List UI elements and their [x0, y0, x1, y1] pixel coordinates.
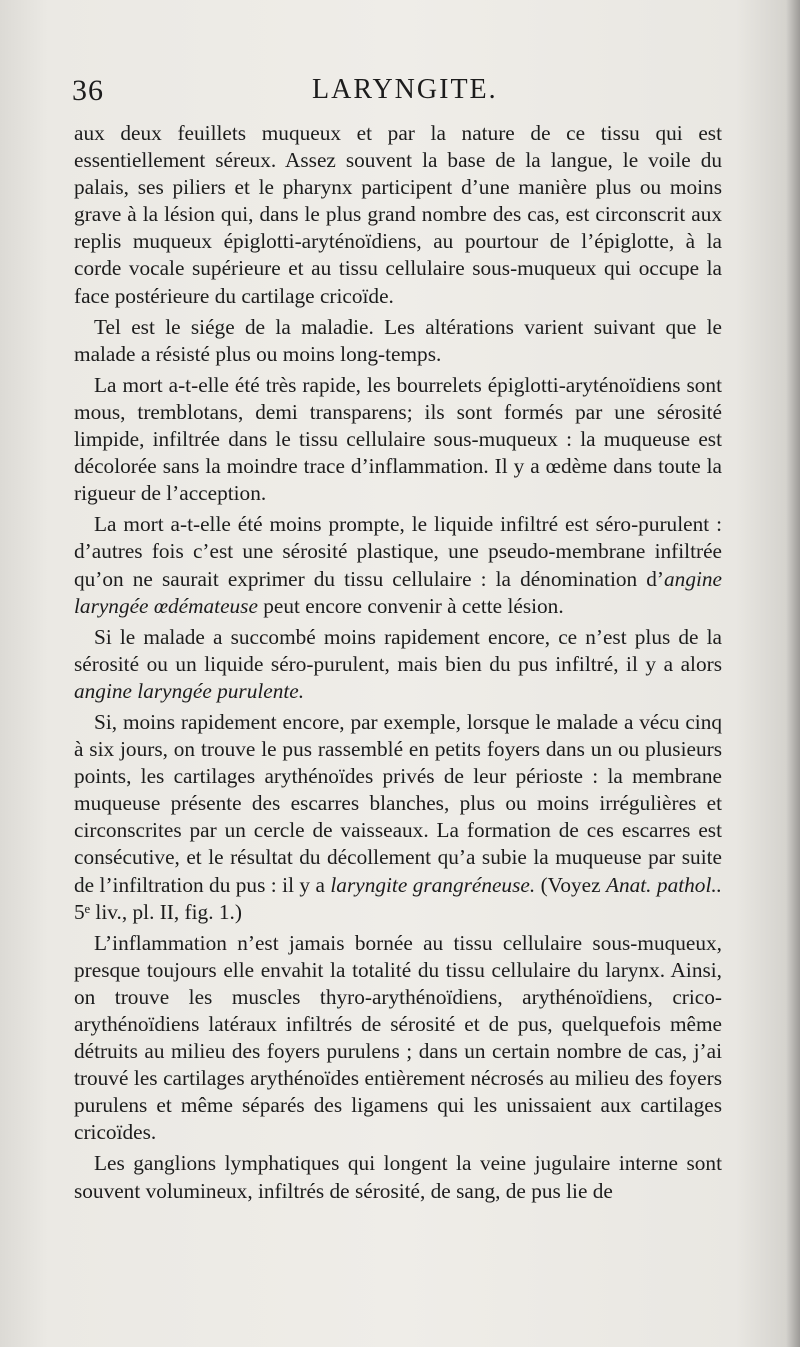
page-number: 36	[72, 74, 104, 107]
page-header	[72, 74, 720, 114]
paragraph-1: aux deux feuillets muqueux et par la nature de ce tissu qui est essentiellement séreux. Assez souvent la base de la langue, le voile du palais, ses piliers et le pharynx participent d’une manière plus ou moins grave à la lésion qui, dans le plus grand nombre des cas, est circonscrit aux replis muqueux épiglotti-aryténoïdiens, au pourtour de l’épiglotte, à la corde vocale supérieure et au tissu cellulaire sous-muqueux qui occupe la face postérieure du cartilage cricoïde.	[74, 121, 722, 308]
paragraph-6-text-c: 5ᵉ liv., pl. II, fig. 1.)	[74, 899, 242, 924]
paragraph-5-italic: angine laryngée purulente.	[74, 678, 305, 703]
paragraph-6-italic-2: Anat. pathol..	[605, 872, 723, 897]
paragraph-6	[74, 709, 722, 926]
paragraph-8: Les ganglions lymphatiques qui longent la veine jugulaire interne sont souvent volumineux, infiltrés de sérosité, de sang, de pus lie de	[74, 1151, 722, 1203]
paragraph-4-italic: angine laryngée œdémateuse	[74, 566, 722, 618]
paragraph-6-text-b: (Voyez	[535, 872, 606, 897]
paragraph-4	[74, 511, 722, 619]
paragraph-6-italic-1: laryngite grangréneuse.	[330, 872, 536, 897]
paragraph-4-text-b: peut encore convenir à cette lésion.	[257, 593, 564, 618]
paragraph-3: La mort a-t-elle été très rapide, les bourrelets épiglotti-aryténoïdiens sont mous, tremblotans, demi transparens; ils sont formés par une sérosité limpide, infiltrée dans le tissu cellulaire sous-muqueux : la muqueuse est décolorée sans la moindre trace d’inflammation. Il y a œdème dans toute la rigueur de l’acception.	[74, 372, 722, 506]
paragraph-7: L’inflammation n’est jamais bornée au tissu cellulaire sous-muqueux, presque toujours elle envahit la totalité du tissu cellulaire du larynx. Ainsi, on trouve les muscles thyro-arythénoïdiens, arythénoïdiens, crico-arythénoïdiens latéraux infiltrés de sérosité et de pus, quelquefois même détruits au milieu des foyers purulens ; dans un certain nombre de cas, j’ai trouvé les cartilages arythénoïdes entièrement nécrosés au milieu des foyers purulens et même séparés des ligamens qui les unissaient aux cartilages cricoïdes.	[74, 930, 722, 1145]
running-title: LARYNGITE.	[312, 74, 498, 105]
paragraph-6-text-a: Si, moins rapidement encore, par exemple, lorsque le malade a vécu cinq à six jours, on trouve le pus rassemblé en petits foyers dans un ou plusieurs points, les cartilages arythénoïdes privés de leur périoste : la membrane muqueuse présente des escarres blanches, plus ou moins irrégulières et circonscrites par un cercle de vaisseaux. La formation de ces escarres est consécutive, et le résultat du décollement qu’a subie la muqueuse par suite de l’infiltration du pus : il y a	[74, 709, 722, 897]
body-text	[74, 120, 722, 1205]
paragraph-5-text-a: Si le malade a succombé moins rapidement encore, ce n’est plus de la sérosité ou un liquide séro-purulent, mais bien du pus infiltré, il y a alors	[74, 624, 722, 676]
page-edge-shadow	[786, 0, 800, 1347]
paragraph-5	[74, 624, 722, 705]
paragraph-2: Tel est le siége de la maladie. Les altérations varient suivant que le malade a résisté plus ou moins long-temps.	[74, 314, 722, 366]
paragraph-4-text-a: La mort a-t-elle été moins prompte, le liquide infiltré est séro-purulent : d’autres fois c’est une sérosité plastique, une pseudo-membrane infiltrée qu’on ne saurait exprimer du tissu cellulaire : la dénomination d’	[74, 512, 722, 591]
